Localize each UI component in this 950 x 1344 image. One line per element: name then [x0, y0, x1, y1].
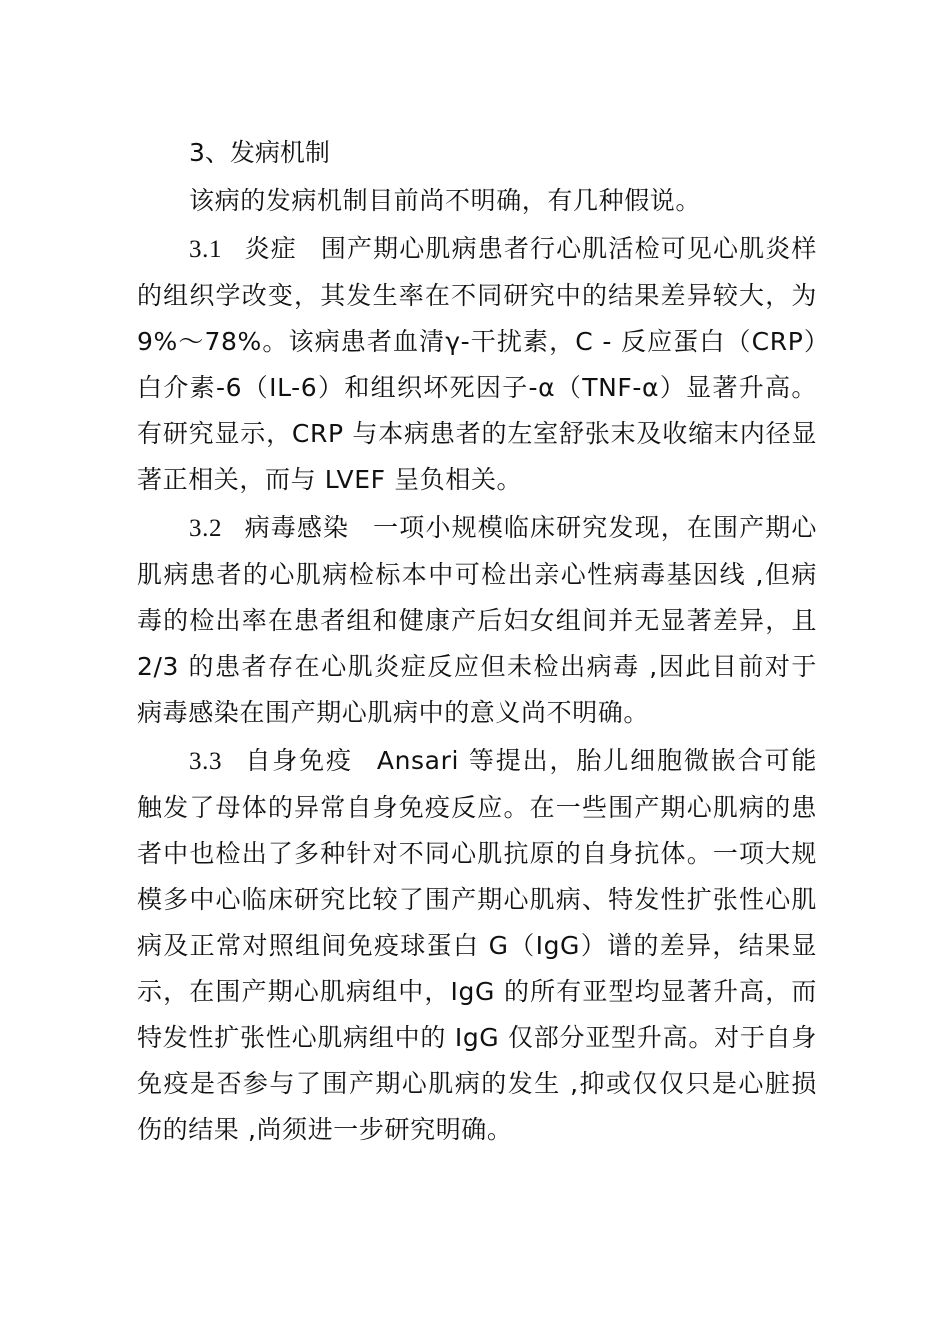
section-title: 炎症: [244, 234, 297, 263]
section-3-3-paragraph: [137, 738, 817, 1153]
section-number: 3.2: [189, 515, 223, 542]
section-number: 3.1: [189, 236, 223, 263]
section-number: 3.3: [189, 748, 223, 775]
section-3-2-paragraph: [137, 505, 817, 736]
section-3-1-paragraph: [137, 226, 817, 503]
section-title: 病毒感染: [244, 513, 350, 542]
section-text: Ansari 等提出，胎儿细胞微嵌合可能触发了母体的异常自身免疫反应。在一些围产期心肌病的患者中也检出了多种针对不同心肌抗原的自身抗体。一项大规模多中心临床研究比较了围产期心肌病、特发性扩张性心肌病及正常对照组间免疫球蛋白 G（IgG）谱的差异，结果显示，在围产期心肌病组中，IgG 的所有亚型均显著升高，而特发性扩张性心肌病组中的 IgG 仅部分亚型升高。对于自身免疫是否参与了围产期心肌病的发生 ,抑或仅仅只是心脏损伤的结果 ,尚须进一步研究明确。: [137, 746, 817, 1144]
intro-paragraph: 该病的发病机制目前尚不明确，有几种假说。: [189, 186, 702, 215]
section-text: 一项小规模临床研究发现，在围产期心肌病患者的心肌病检标本中可检出亲心性病毒基因线 ,但病毒的检出率在患者组和健康产后妇女组间并无显著差异，且 2/3 的患者存在心肌炎症反应但未检出病毒 ,因此目前对于病毒感染在围产期心肌病中的意义尚不明确。: [137, 513, 818, 727]
section-text: 围产期心肌病患者行心肌活检可见心肌炎样的组织学改变，其发生率在不同研究中的结果差异较大，为9%～78%。该病患者血清γ-干扰素，C - 反应蛋白（CRP）白介素-6（IL-6）和组织坏死因子-α（TNF-α）显著升高。有研究显示，CRP 与本病患者的左室舒张末及收缩末内径显著正相关，而与 LVEF 呈负相关。: [137, 234, 818, 494]
section-heading: 3、发病机制: [189, 138, 330, 167]
document-body: [137, 130, 817, 1155]
section-title: 自身免疫: [244, 746, 353, 775]
